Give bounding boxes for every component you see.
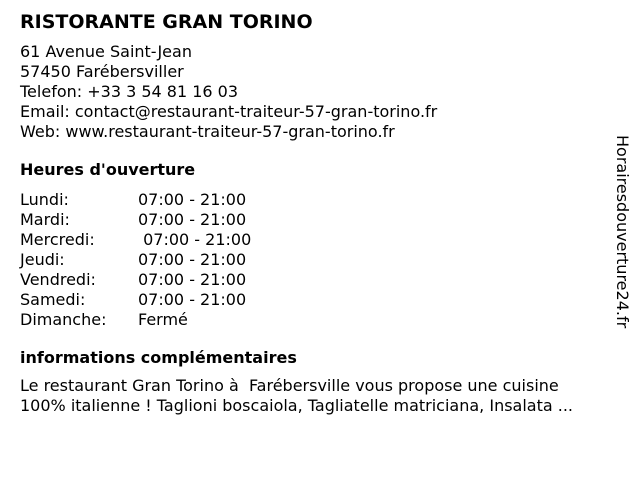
hours-row xyxy=(20,210,610,230)
info-heading: informations complémentaires xyxy=(20,348,297,367)
hours-row xyxy=(20,250,610,270)
day-label: Dimanche: xyxy=(20,310,107,329)
day-label: Mardi: xyxy=(20,210,70,229)
day-label: Samedi: xyxy=(20,290,86,309)
day-hours: 07:00 - 21:00 xyxy=(138,250,247,269)
phone-line: Telefon: +33 3 54 81 16 03 xyxy=(20,82,239,101)
day-hours: 07:00 - 21:00 xyxy=(138,190,247,209)
day-label: Vendredi: xyxy=(20,270,96,289)
address-city: 57450 Farébersviller xyxy=(20,62,184,81)
site-watermark: Horairesdouverture24.fr xyxy=(613,135,632,329)
day-hours: Fermé xyxy=(138,310,188,329)
info-line: Le restaurant Gran Torino à Farébersville vous propose une cuisine xyxy=(20,376,559,395)
restaurant-name: RISTORANTE GRAN TORINO xyxy=(20,11,313,33)
hours-heading: Heures d'ouverture xyxy=(20,160,196,179)
day-hours: 07:00 - 21:00 xyxy=(138,230,252,249)
contact-block xyxy=(20,42,610,142)
hours-row xyxy=(20,270,610,290)
hours-row xyxy=(20,230,610,250)
day-hours: 07:00 - 21:00 xyxy=(138,210,247,229)
day-label: Lundi: xyxy=(20,190,69,209)
day-label: Mercredi: xyxy=(20,230,95,249)
info-line: 100% italienne ! Taglioni boscaiola, Tagliatelle matriciana, Insalata ... xyxy=(20,396,574,415)
hours-row xyxy=(20,290,610,310)
day-label: Jeudi: xyxy=(20,250,65,269)
day-hours: 07:00 - 21:00 xyxy=(138,290,247,309)
hours-table xyxy=(20,190,610,330)
restaurant-card xyxy=(20,10,610,416)
email-line: Email: contact@restaurant-traiteur-57-gran-torino.fr xyxy=(20,102,438,121)
hours-row xyxy=(20,190,610,210)
info-text xyxy=(20,376,610,416)
hours-row xyxy=(20,310,610,330)
web-line: Web: www.restaurant-traiteur-57-gran-torino.fr xyxy=(20,122,395,141)
day-hours: 07:00 - 21:00 xyxy=(138,270,247,289)
address-street: 61 Avenue Saint-Jean xyxy=(20,42,192,61)
